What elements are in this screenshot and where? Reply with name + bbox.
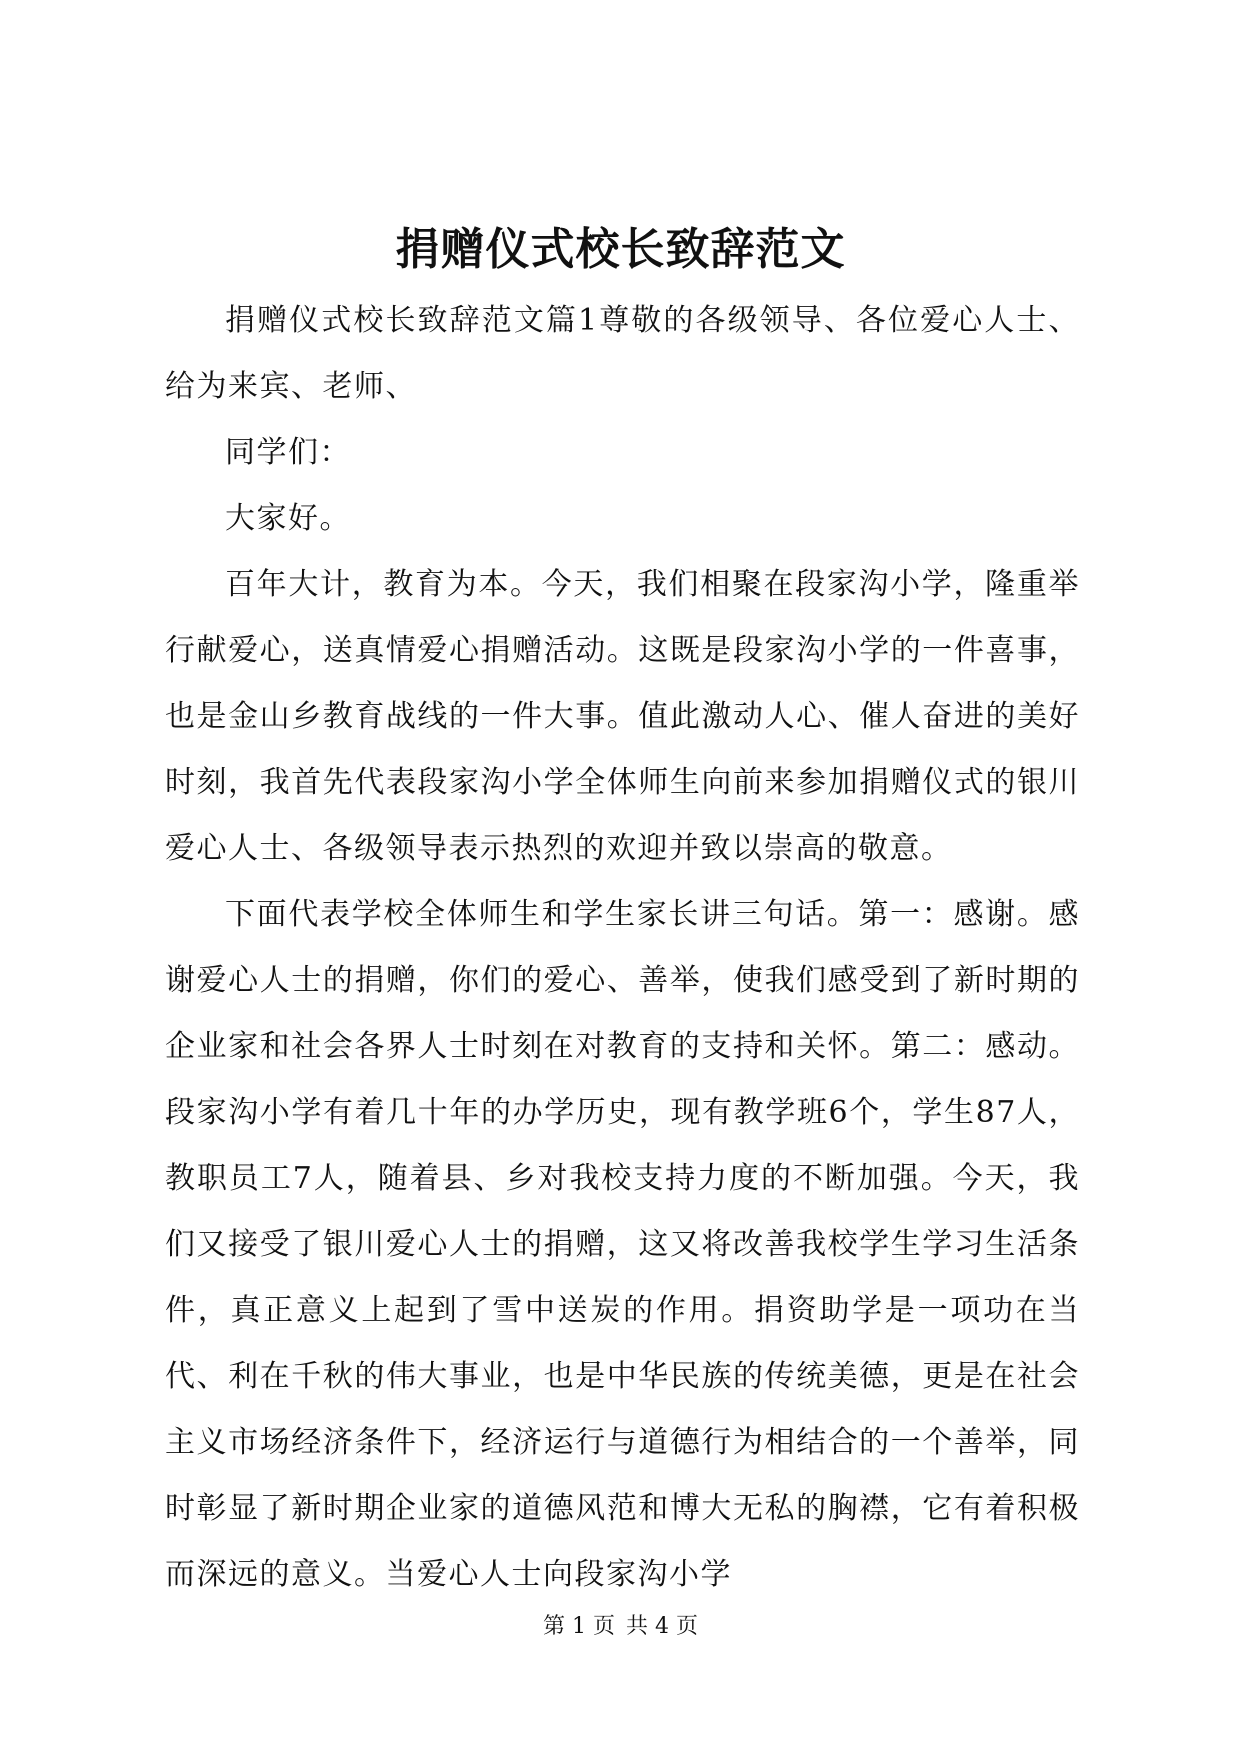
- page-footer: [0, 1612, 1241, 1642]
- page-number: 第 1 页: [543, 1614, 615, 1639]
- paragraph-opening: 捐赠仪式校长致辞范文篇1尊敬的各级领导、各位爱心人士、给为来宾、老师、: [165, 303, 1080, 404]
- page-total: 共 4 页: [626, 1614, 698, 1639]
- paragraph-greeting: 大家好。: [225, 501, 351, 536]
- document-body: [165, 288, 1080, 1608]
- paragraph-three-points: 下面代表学校全体师生和学生家长讲三句话。第一：感谢。感谢爱心人士的捐赠，你们的爱心、善举，使我们感受到了新时期的企业家和社会各界人士时刻在对教育的支持和关怀。第二：感动。段家沟小学有着几十年的办学历史，现有教学班6个，学生87人，教职员工7人，随着县、乡对我校支持力度的不断加强。今天，我们又接受了银川爱心人士的捐赠，这又将改善我校学生学习生活条件，真正意义上起到了雪中送炭的作用。捐资助学是一项功在当代、利在千秋的伟大事业，也是中华民族的传统美德，更是在社会主义市场经济条件下，经济运行与道德行为相结合的一个善举，同时彰显了新时期企业家的道德风范和博大无私的胸襟，它有着积极而深远的意义。当爱心人士向段家沟小学: [165, 897, 1080, 1592]
- paragraph-introduction: 百年大计，教育为本。今天，我们相聚在段家沟小学，隆重举行献爱心，送真情爱心捐赠活动。这既是段家沟小学的一件喜事，也是金山乡教育战线的一件大事。值此激动人心、催人奋进的美好时刻，我首先代表段家沟小学全体师生向前来参加捐赠仪式的银川爱心人士、各级领导表示热烈的欢迎并致以崇高的敬意。: [165, 567, 1080, 866]
- document-title: 捐赠仪式校长致辞范文: [395, 224, 846, 275]
- paragraph-salutation: 同学们：: [225, 435, 351, 470]
